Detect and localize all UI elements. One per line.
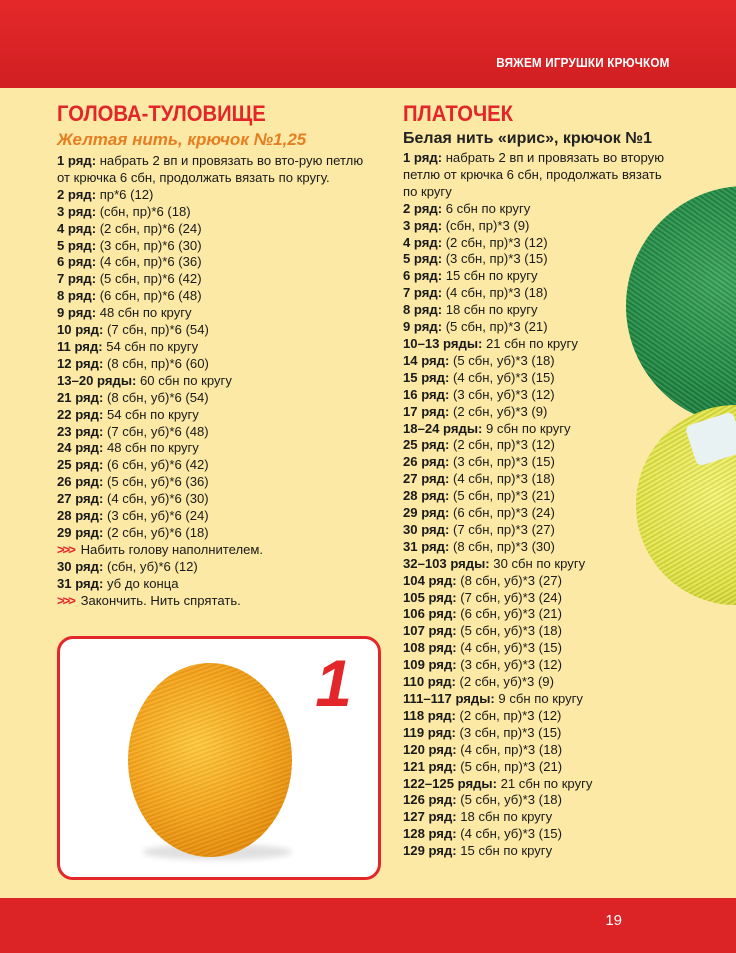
kerchief-yarn-info: Белая нить «ирис», крючок №1	[403, 130, 652, 147]
row-number: 17 ряд:	[403, 403, 450, 419]
pattern-row	[57, 238, 377, 255]
row-number: 18–24 ряды:	[403, 420, 483, 436]
row-number: 118 ряд:	[403, 707, 456, 723]
row-instruction: (7 сбн, пр)*3 (27)	[449, 521, 555, 537]
row-instruction: пр*6 (12)	[96, 186, 154, 202]
row-number: 32–103 ряды:	[403, 555, 490, 571]
pattern-row	[403, 268, 673, 285]
pattern-row	[57, 390, 377, 407]
row-number: 13–20 ряды:	[57, 372, 137, 388]
pattern-row	[403, 285, 673, 302]
row-number: 111–117 ряды:	[403, 691, 495, 706]
row-number: 105 ряд:	[403, 589, 457, 605]
row-instruction: уб до конца	[103, 575, 179, 591]
pattern-row	[57, 373, 377, 390]
row-instruction: (5 сбн, пр)*6 (42)	[96, 271, 202, 287]
pattern-row	[403, 150, 673, 201]
row-instruction: (2 сбн, пр)*3 (12)	[442, 234, 548, 250]
row-number: 23 ряд:	[57, 423, 104, 439]
row-instruction: (сбн, пр)*3 (9)	[442, 217, 530, 233]
row-number: 8 ряд:	[403, 302, 443, 318]
row-instruction: 54 сбн по кругу	[102, 338, 199, 354]
arrows-icon: >>>	[57, 541, 74, 557]
row-number: 110 ряд:	[403, 674, 456, 690]
row-number: 109 ряд:	[403, 657, 457, 673]
row-instruction: (3 сбн, уб)*6 (24)	[103, 508, 209, 524]
row-number: 120 ряд:	[403, 741, 457, 757]
row-instruction: 30 сбн по кругу	[489, 555, 586, 571]
row-number: 107 ряд:	[403, 623, 457, 639]
row-number: 27 ряд:	[403, 471, 450, 487]
row-instruction: (4 сбн, уб)*3 (15)	[456, 640, 562, 656]
pattern-row	[57, 491, 377, 508]
pattern-row	[57, 288, 377, 305]
pattern-row	[57, 525, 377, 542]
row-instruction: (8 сбн, уб)*6 (54)	[103, 389, 209, 405]
row-instruction: (5 сбн, уб)*3 (18)	[449, 352, 555, 368]
row-number: 7 ряд:	[57, 271, 97, 287]
row-instruction: (4 сбн, пр)*3 (18)	[449, 471, 555, 487]
row-instruction: (2 сбн, уб)*3 (9)	[449, 403, 548, 419]
row-number: 28 ряд:	[403, 488, 450, 504]
pattern-row	[403, 437, 673, 454]
row-instruction: (2 сбн, пр)*6 (24)	[96, 220, 202, 236]
row-number: 8 ряд:	[57, 288, 97, 304]
pattern-row	[403, 201, 673, 218]
arrows-icon: >>>	[57, 592, 74, 608]
row-instruction: (4 сбн, пр)*6 (36)	[96, 254, 202, 270]
row-number: 9 ряд:	[57, 305, 97, 321]
row-number: 3 ряд:	[57, 203, 97, 219]
row-number: 2 ряд:	[57, 186, 97, 202]
pattern-row	[403, 370, 673, 387]
row-instruction: (3 сбн, пр)*3 (15)	[442, 251, 548, 267]
row-instruction: 9 сбн по кругу	[482, 420, 571, 436]
pattern-row	[57, 576, 377, 593]
row-instruction: (4 сбн, уб)*6 (30)	[103, 491, 209, 507]
row-number: 6 ряд:	[57, 254, 97, 270]
row-instruction: (5 сбн, уб)*3 (18)	[456, 623, 562, 639]
pattern-row	[403, 776, 673, 793]
row-number: 15 ряд:	[403, 369, 450, 385]
row-number: 9 ряд:	[403, 319, 443, 335]
row-number: 121 ряд:	[403, 758, 457, 774]
pattern-row	[403, 421, 673, 438]
row-instruction: 60 сбн по кругу	[136, 372, 232, 388]
running-head: ВЯЖЕМ ИГРУШКИ КРЮЧКОМ	[496, 55, 670, 70]
pattern-row	[57, 407, 377, 424]
pattern-row	[403, 539, 673, 556]
pattern-row	[403, 590, 673, 607]
row-number: 126 ряд:	[403, 792, 457, 808]
pattern-row	[57, 254, 377, 271]
row-number: 24 ряд:	[57, 440, 104, 456]
pattern-row	[57, 474, 377, 491]
row-instruction: (7 сбн, уб)*3 (24)	[456, 589, 562, 605]
kerchief-title: ПЛАТОЧЕК	[403, 101, 514, 126]
row-number: 104 ряд:	[403, 572, 457, 588]
pattern-row	[403, 336, 673, 353]
row-number: 122–125 ряды:	[403, 775, 497, 791]
head-body-rows	[57, 153, 377, 542]
row-instruction: набрать 2 вп и провязать во вто-рую петлю от крючка 6 сбн, продолжать вязать по кругу.	[57, 153, 364, 185]
row-number: 27 ряд:	[57, 491, 104, 507]
row-number: 26 ряд:	[403, 454, 450, 470]
row-number: 12 ряд:	[57, 355, 104, 371]
pattern-row	[57, 187, 377, 204]
row-number: 29 ряд:	[57, 524, 104, 540]
row-instruction: 21 сбн по кругу	[482, 335, 578, 351]
row-number: 29 ряд:	[403, 505, 450, 521]
pattern-row	[403, 792, 673, 809]
row-instruction: (5 сбн, уб)*6 (36)	[103, 474, 209, 490]
pattern-row	[57, 424, 377, 441]
pattern-row	[403, 809, 673, 826]
row-number: 5 ряд:	[57, 237, 97, 253]
row-instruction: (7 сбн, пр)*6 (54)	[103, 322, 209, 338]
row-number: 2 ряд:	[403, 200, 443, 216]
row-number: 7 ряд:	[403, 285, 443, 301]
pattern-row	[403, 725, 673, 742]
row-number: 6 ряд:	[403, 268, 443, 284]
row-instruction: 15 сбн по кругу	[456, 843, 553, 859]
row-number: 30 ряд:	[57, 558, 104, 574]
finish-note: >>> Закончить. Нить спрятать.	[57, 592, 241, 608]
row-instruction: (2 сбн, пр)*3 (12)	[449, 437, 555, 453]
row-instruction: (3 сбн, пр)*3 (15)	[455, 724, 562, 740]
row-instruction: 18 сбн по кругу	[456, 809, 553, 825]
row-number: 5 ряд:	[403, 251, 443, 267]
pattern-row	[57, 508, 377, 525]
row-instruction: (6 сбн, пр)*3 (24)	[449, 505, 555, 521]
head-body-yarn-info: Желтая нить, крючок №1,25	[57, 130, 307, 149]
pattern-row	[403, 640, 673, 657]
pattern-row	[403, 742, 673, 759]
row-instruction: (5 сбн, уб)*3 (18)	[456, 792, 562, 808]
row-number: 10–13 ряды:	[403, 335, 483, 351]
row-instruction: 15 сбн по кругу	[442, 268, 538, 284]
row-instruction: (2 сбн, уб)*6 (18)	[103, 524, 209, 540]
row-instruction: (5 сбн, пр)*3 (21)	[442, 319, 548, 335]
pattern-row	[403, 353, 673, 370]
pattern-row	[403, 623, 673, 640]
photo-step-number: 1	[315, 646, 352, 720]
pattern-row	[403, 826, 673, 843]
row-instruction: (5 сбн, пр)*3 (21)	[449, 488, 555, 504]
pattern-row	[403, 505, 673, 522]
pattern-row	[403, 759, 673, 776]
row-number: 10 ряд:	[57, 322, 104, 338]
page-number: 19	[605, 912, 622, 929]
stuffing-note: >>> Набить голову наполнителем.	[57, 541, 264, 557]
row-number: 119 ряд:	[403, 724, 456, 740]
pattern-row	[403, 404, 673, 421]
pattern-row	[403, 657, 673, 674]
row-instruction: (8 сбн, уб)*3 (27)	[456, 572, 562, 588]
row-instruction: 54 сбн по кругу	[103, 406, 199, 422]
row-instruction: 9 сбн по кругу	[494, 691, 583, 706]
row-instruction: 21 сбн по кругу	[496, 775, 593, 791]
pattern-row	[403, 556, 673, 573]
pattern-row	[57, 271, 377, 288]
row-number: 25 ряд:	[403, 437, 450, 453]
row-instruction: (3 сбн, уб)*3 (12)	[449, 386, 555, 402]
row-number: 16 ряд:	[403, 386, 450, 402]
pattern-row	[403, 522, 673, 539]
pattern-row	[403, 302, 673, 319]
row-number: 28 ряд:	[57, 508, 104, 524]
row-number: 30 ряд:	[403, 521, 450, 537]
pattern-row	[403, 691, 673, 708]
row-instruction: (6 сбн, пр)*6 (48)	[96, 288, 202, 304]
pattern-row	[57, 204, 377, 221]
row-number: 26 ряд:	[57, 474, 104, 490]
kerchief-rows	[403, 150, 673, 860]
row-number: 4 ряд:	[403, 234, 443, 250]
row-instruction: 48 сбн по кругу	[103, 440, 199, 456]
row-instruction: 6 сбн по кругу	[442, 200, 531, 216]
pattern-row	[57, 559, 377, 576]
row-number: 14 ряд:	[403, 352, 450, 368]
pattern-row	[57, 457, 377, 474]
pattern-row	[403, 251, 673, 268]
row-instruction: (3 сбн, уб)*3 (12)	[456, 657, 562, 673]
row-instruction: 48 сбн по кругу	[96, 305, 192, 321]
row-instruction: (4 сбн, уб)*3 (15)	[449, 369, 555, 385]
row-instruction: (4 сбн, пр)*3 (18)	[442, 285, 548, 301]
row-instruction: (6 сбн, уб)*6 (42)	[103, 457, 209, 473]
step-photo	[57, 636, 381, 880]
row-instruction: (4 сбн, пр)*3 (18)	[456, 741, 563, 757]
pattern-row	[403, 319, 673, 336]
pattern-row	[403, 387, 673, 404]
row-instruction: (8 сбн, пр)*3 (30)	[449, 538, 555, 554]
pattern-row	[403, 674, 673, 691]
pattern-row	[57, 221, 377, 238]
row-number: 4 ряд:	[57, 220, 97, 236]
row-number: 11 ряд:	[57, 338, 103, 354]
row-number: 22 ряд:	[57, 406, 104, 422]
row-instruction: (2 сбн, уб)*3 (9)	[455, 674, 554, 690]
row-instruction: (4 сбн, уб)*3 (15)	[456, 826, 562, 842]
row-number: 21 ряд:	[57, 389, 104, 405]
row-number: 127 ряд:	[403, 809, 457, 825]
row-instruction: (8 сбн, пр)*6 (60)	[103, 355, 209, 371]
pattern-row	[403, 843, 673, 860]
row-number: 108 ряд:	[403, 640, 457, 656]
pattern-row	[57, 356, 377, 373]
head-body-title: ГОЛОВА-ТУЛОВИЩЕ	[57, 101, 266, 126]
row-number: 3 ряд:	[403, 217, 443, 233]
crocheted-ball-image	[128, 663, 292, 857]
row-instruction: (сбн, пр)*6 (18)	[96, 203, 191, 219]
row-number: 31 ряд:	[403, 538, 450, 554]
left-column	[57, 102, 377, 609]
head-body-final-rows	[57, 559, 377, 593]
pattern-row	[57, 322, 377, 339]
pattern-row	[403, 488, 673, 505]
row-instruction: (2 сбн, пр)*3 (12)	[455, 707, 562, 723]
row-number: 1 ряд:	[403, 150, 443, 165]
row-instruction: (7 сбн, уб)*6 (48)	[103, 423, 209, 439]
row-number: 1 ряд:	[57, 153, 97, 168]
bottom-banner	[0, 898, 736, 953]
right-column	[403, 102, 673, 860]
pattern-row	[57, 305, 377, 322]
row-instruction: (6 сбн, уб)*3 (21)	[456, 606, 562, 622]
row-number: 128 ряд:	[403, 826, 457, 842]
pattern-row	[57, 440, 377, 457]
pattern-row	[403, 573, 673, 590]
pattern-row	[403, 708, 673, 725]
row-instruction: (3 сбн, пр)*6 (30)	[96, 237, 202, 253]
row-instruction: 18 сбн по кругу	[442, 302, 538, 318]
row-number: 25 ряд:	[57, 457, 104, 473]
pattern-row	[403, 218, 673, 235]
row-instruction: набрать 2 вп и провязать во вторую петлю от крючка 6 сбн, продолжать вязать по кругу	[403, 150, 665, 199]
pattern-row	[57, 153, 377, 187]
pattern-row	[403, 235, 673, 252]
pattern-row	[403, 471, 673, 488]
pattern-row	[403, 454, 673, 471]
row-number: 31 ряд:	[57, 575, 104, 591]
row-instruction: (сбн, уб)*6 (12)	[103, 558, 198, 574]
row-instruction: (3 сбн, пр)*3 (15)	[449, 454, 555, 470]
row-number: 106 ряд:	[403, 606, 457, 622]
row-instruction: (5 сбн, пр)*3 (21)	[456, 758, 563, 774]
top-banner	[0, 0, 736, 88]
pattern-row	[57, 339, 377, 356]
row-number: 129 ряд:	[403, 843, 457, 859]
pattern-row	[403, 606, 673, 623]
